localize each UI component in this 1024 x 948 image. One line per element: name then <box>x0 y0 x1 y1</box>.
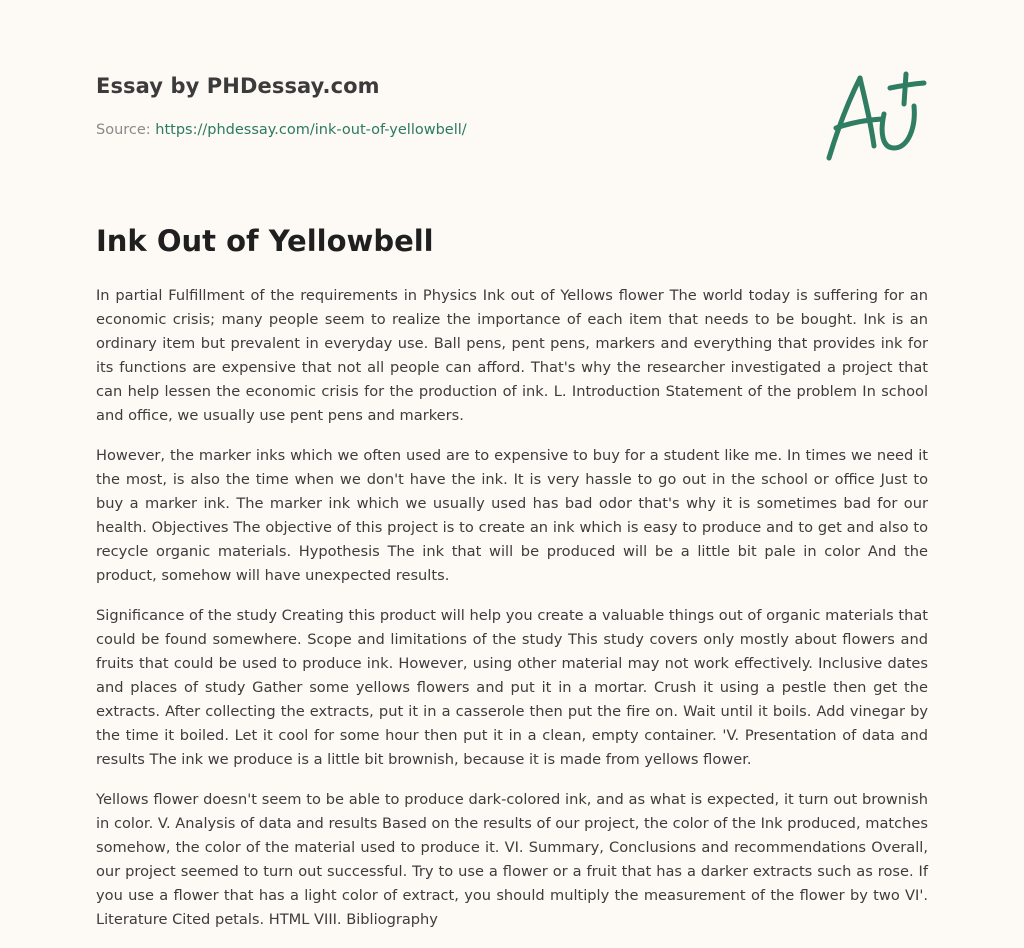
essay-paragraph: However, the marker inks which we often used are to expensive to buy for a student like me. In times we need it the most, is also the time when we don't have the ink. It is very hassle to go out in the school or office Just to buy a marker ink. The marker ink which we usually used has bad odor that's why it is sometimes bad for our health. Objectives The objective of this project is to create an ink which is easy to produce and to get and also to recycle organic materials. Hypothesis The ink that will be produced will be a little bit pale in color And the product, somehow will have unexpected results. <box>96 447 928 584</box>
essay-body <box>96 284 928 948</box>
a-plus-grade-icon <box>822 66 928 166</box>
essay-paragraph: In partial Fulfillment of the requirements in Physics Ink out of Yellows flower The world today is suffering for an economic crisis; many people seem to realize the importance of each item that needs to be bought. Ink is an ordinary item but prevalent in everyday use. Ball pens, pent pens, markers and everything that provides ink for its functions are expensive that not all people can afford. That's why the researcher investigated a project that can help lessen the economic crisis for the production of ink. L. Introduction Statement of the problem In school and office, we usually use pent pens and markers. <box>96 287 928 424</box>
essay-header <box>96 74 936 138</box>
source-line <box>96 122 936 138</box>
essay-title: Ink Out of Yellowbell <box>96 224 434 258</box>
essay-paragraph: Yellows flower doesn't seem to be able to produce dark-colored ink, and as what is expected, it turn out brownish in color. V. Analysis of data and results Based on the results of our project, the color of the Ink produced, matches somehow, the color of the material used to produce it. VI. Summary, Conclusions and recommendations Overall, our project seemed to turn out successful. Try to use a flower or a fruit that has a darker extracts such as rose. If you use a flower that has a light color of extract, you should multiply the measurement of the flower by two VI'. Literature Cited petals. HTML VIII. Bibliography <box>96 791 928 928</box>
source-label: Source: <box>96 122 156 138</box>
source-link[interactable]: https://phdessay.com/ink-out-of-yellowbell/ <box>155 122 467 138</box>
brand-title: Essay by PHDessay.com <box>96 74 380 98</box>
essay-paragraph: Significance of the study Creating this product will help you create a valuable things out of organic materials that could be found somewhere. Scope and limitations of the study This study covers only mostly about flowers and fruits that could be used to produce ink. However, using other material may not work effectively. Inclusive dates and places of study Gather some yellows flowers and put it in a mortar. Crush it using a pestle then get the extracts. After collecting the extracts, put it in a casserole then put the fire on. Wait until it boils. Add vinegar by the time it boiled. Let it cool for some hour then put it in a clean, empty container. 'V. Presentation of data and results The ink we produce is a little bit brownish, because it is made from yellows flower. <box>96 607 928 768</box>
